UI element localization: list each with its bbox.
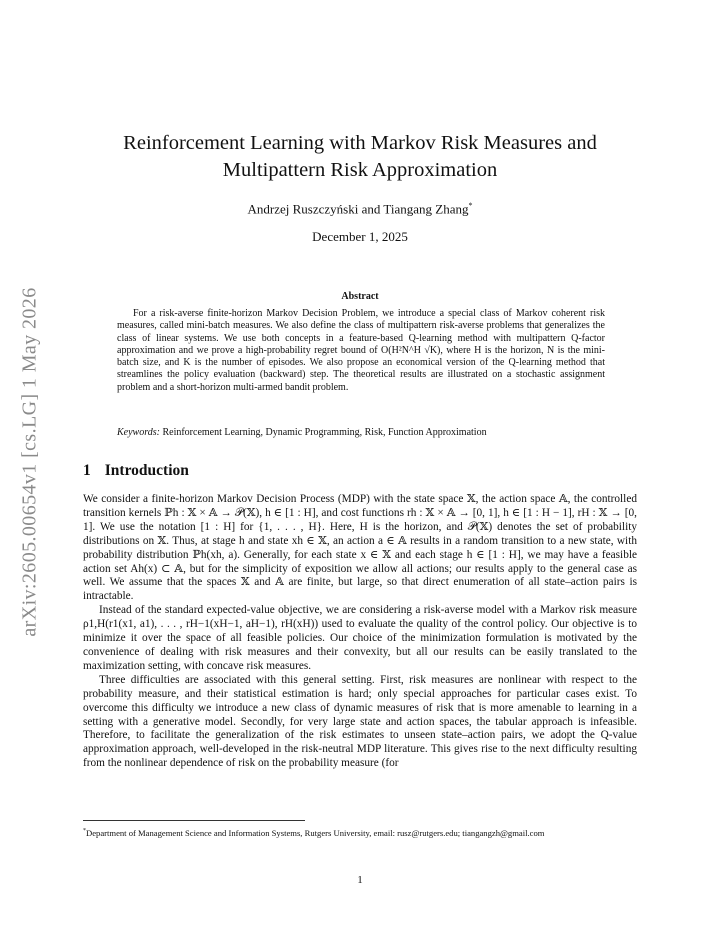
author-footnote-mark: *	[468, 201, 473, 210]
footnote-divider	[83, 820, 305, 821]
abstract-heading: Abstract	[341, 291, 379, 302]
keywords-label: Keywords:	[117, 427, 160, 438]
abstract-text: For a risk-averse finite-horizon Markov Decision Problem, we introduce a special class of Markov coherent risk measures, called mini-batch measures. We also define the class of multipattern risk-averse problems that generalizes the class of linear systems. We use both concepts in a feature-based Q-learning method with multipattern Q-factor approximation and we prove a high-probability regret bound of O(H²N^H √K), where H is the horizon, N is the mini-batch size, and K is the number of episodes. We also propose an economical version of the Q-learning method that streamlines the policy evaluation (backward) step. The theoretical results are illustrated on a stochastic assignment problem and a short-horizon multi-armed bandit problem.	[117, 308, 605, 393]
page-number: 1	[357, 874, 363, 886]
footnote	[83, 825, 637, 839]
introduction-body	[83, 493, 637, 771]
footnote-text: Department of Management Science and Information Systems, Rutgers University, email: rusz@rutgers.edu; tiangangzh@gmail.com	[86, 827, 545, 838]
keywords-list: Reinforcement Learning, Dynamic Programming, Risk, Function Approximation	[162, 427, 487, 438]
paper-date: December 1, 2025	[312, 229, 408, 244]
abstract-body	[117, 308, 605, 394]
section-title: Introduction	[104, 462, 189, 479]
arxiv-watermark	[14, 262, 46, 662]
section-number: 1	[83, 462, 91, 479]
footnote-mark: *	[83, 828, 86, 834]
paragraph-2: Instead of the standard expected-value objective, we are considering a risk-averse model with a Markov risk measure ρ1,H(r1(x1, a1), . . . , rH−1(xH−1, aH−1), rH(xH)) used to evaluate the quality of the control policy. Our objective is to minimize it over the space of all feasible policies. Our choice of the minimization formulation is motivated by the convenience of dealing with risk measures and their convexity, but all our results can be easily translated to the maximization setting, with concave risk measures.	[83, 604, 637, 672]
author-line	[80, 201, 640, 217]
keywords-line	[117, 427, 605, 438]
author-names: Andrzej Ruszczyński and Tiangang Zhang	[247, 201, 469, 217]
paragraph-1: We consider a finite-horizon Markov Decision Process (MDP) with the state space 𝕏, the action space 𝔸, the controlled transition kernels ℙh : 𝕏 × 𝔸 → 𝒫(𝕏), h ∈ [1 : H], and cost functions rh : 𝕏 × 𝔸 → [0, 1], h ∈ [1 : H − 1], rH : 𝕏 → [0, 1]. We use the notation [1 : H] for {1, . . . , H}. Here, H is the horizon, and 𝒫(𝕏) denotes the set of probability distributions on 𝕏. Thus, at stage h and state xh ∈ 𝕏, an action a ∈ 𝔸 results in a random transition to a new state, with probability distribution ℙh(xh, a). Generally, for each state x ∈ 𝕏 and each stage h ∈ [1 : H], we may have a feasible action set Ah(x) ⊂ 𝔸, but for the simplicity of exposition we allow all actions; our results apply to the general case as well. We assume that the spaces 𝕏 and 𝔸 are finite, but large, so that direct enumeration of all state–action pairs is intractable.	[83, 493, 637, 603]
section-heading	[83, 462, 189, 480]
paper-title: Reinforcement Learning with Markov Risk Measures and Multipattern Risk Approximation	[123, 132, 597, 181]
arxiv-identifier: arXiv:2605.00654v1 [cs.LG] 1 May 2026	[18, 287, 41, 637]
paragraph-3: Three difficulties are associated with this general setting. First, risk measures are nonlinear with respect to the probability measure, and their statistical estimation is hard; only special approaches for particular cases exist. To overcome this difficulty we introduce a new class of dynamic measures of risk that is more amenable to learning in a setting with a generative model. Secondly, for very large state and action spaces, the tabular approach is infeasible. Therefore, to facilitate the generalization of the risk estimates to unseen state–action pairs, we adopt the Q-value approximation approach, well-developed in the risk-neutral MDP literature. This gives rise to the next difficulty resulting from the nonlinear dependence of risk on the probability measure (for	[83, 673, 637, 770]
